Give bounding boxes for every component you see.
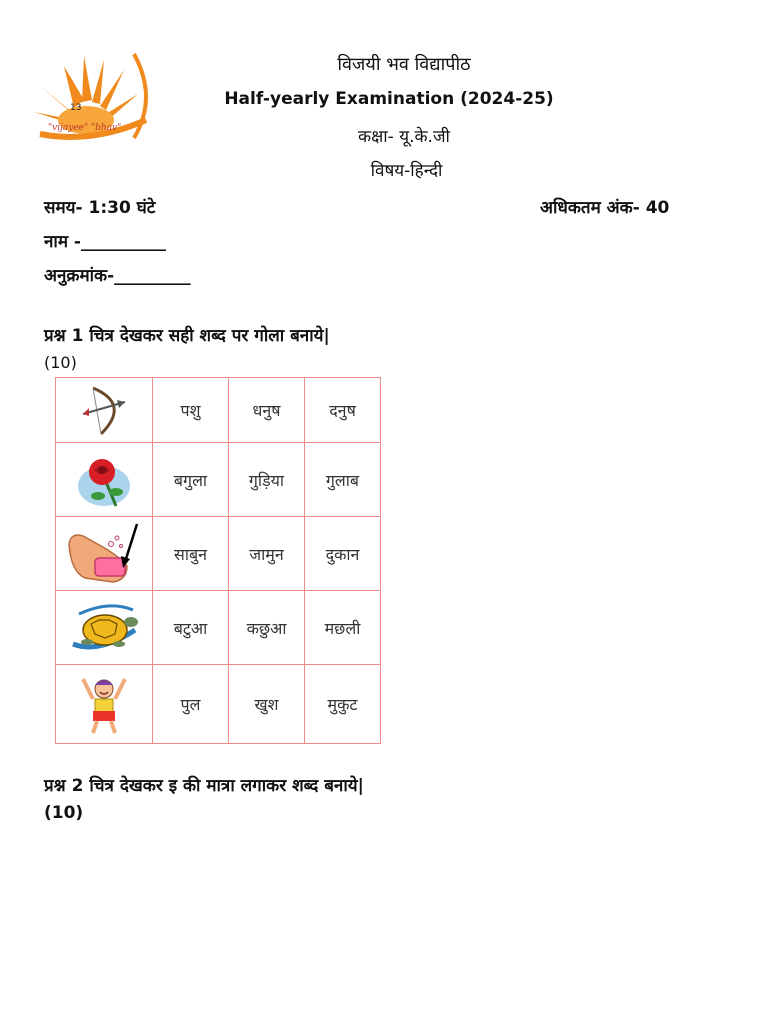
table-row [56, 665, 381, 744]
question-2-title: प्रश्न 2 चित्र देखकर इ की मात्रा लगाकर शब्द बनाये| [44, 776, 364, 796]
word-option[interactable]: दनुष [305, 378, 381, 443]
picture-cell [56, 665, 153, 744]
picture-cell [56, 443, 153, 517]
word-option[interactable]: गुलाब [305, 443, 381, 517]
happy-boy-icon [79, 673, 129, 735]
word-option[interactable]: कछुआ [229, 591, 305, 665]
question-1-marks: (10) [44, 353, 77, 372]
soap-icon [67, 522, 141, 586]
class-label: कक्षा- यू.के.जी [358, 127, 450, 147]
bow-and-arrow-icon [79, 384, 129, 436]
table-row [56, 443, 381, 517]
word-option[interactable]: खुश [229, 665, 305, 744]
school-name: विजयी भव विद्यापीठ [337, 54, 471, 75]
picture-cell [56, 591, 153, 665]
max-marks-label: अधिकतम अंक- 40 [540, 198, 670, 218]
subject-label: विषय-हिन्दी [370, 161, 443, 181]
logo-text: "vijayee" "bhav" [48, 123, 122, 133]
picture-word-table [55, 377, 381, 744]
table-row [56, 591, 381, 665]
question-2-marks: (10) [44, 803, 84, 823]
word-option[interactable]: बटुआ [153, 591, 229, 665]
word-option[interactable]: गुड़िया [229, 443, 305, 517]
word-option[interactable]: जामुन [229, 517, 305, 591]
name-field: नाम -__________ [44, 232, 166, 252]
picture-cell [56, 517, 153, 591]
logo-number: 13 [70, 103, 82, 113]
word-option[interactable]: पशु [153, 378, 229, 443]
rose-icon [76, 452, 132, 508]
word-option[interactable]: पुल [153, 665, 229, 744]
word-option[interactable]: मुकुट [305, 665, 381, 744]
word-option[interactable]: साबुन [153, 517, 229, 591]
word-option[interactable]: मछली [305, 591, 381, 665]
exam-title: Half-yearly Examination (2024-25) [224, 89, 554, 109]
word-option[interactable]: दुकान [305, 517, 381, 591]
word-option[interactable]: बगुला [153, 443, 229, 517]
roll-number-field: अनुक्रमांक-_________ [44, 266, 191, 286]
word-option[interactable]: धनुष [229, 378, 305, 443]
time-label: समय- 1:30 घंटे [44, 198, 156, 218]
picture-cell [56, 378, 153, 443]
table-row [56, 517, 381, 591]
table-row [56, 378, 381, 443]
turtle-icon [69, 600, 139, 656]
question-1-title: प्रश्न 1 चित्र देखकर सही शब्द पर गोला बनाये| [44, 326, 330, 346]
